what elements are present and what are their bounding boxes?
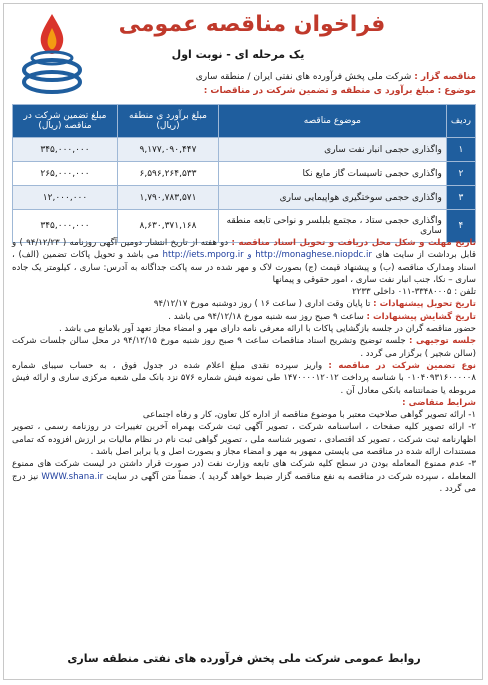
- opening-paragraph: [12, 311, 476, 323]
- guarantee-paragraph: [12, 360, 476, 397]
- row-estimate: ۹,۱۷۷,۰۹۰,۴۴۷: [118, 138, 219, 162]
- col-header-row-no: ردیف: [446, 105, 475, 138]
- row-guarantee: ۱۲,۰۰۰,۰۰۰: [13, 186, 118, 210]
- row-estimate: ۶,۵۹۶,۲۶۴,۵۳۳: [118, 162, 219, 186]
- tender-subject: [116, 84, 476, 98]
- page-subtitle: یک مرحله ای - نوبت اول: [171, 48, 305, 61]
- table-row: [13, 162, 476, 186]
- tender-organizer: [116, 70, 476, 84]
- documents-links[interactable]: http://monaghese.niopdc.ir و http://iets.mporg.ir: [162, 250, 372, 261]
- row-number: ۲: [446, 162, 475, 186]
- notice-body: [12, 237, 476, 495]
- table-header-row: [13, 105, 476, 138]
- condition-item-2: ۲- ارائه تصویر کلیه صفحات ، اساسنامه شرکت ، تصویر آگهی ثبت شرکت بهمراه آخرین تغییرات در روزنامه رسمی ، تصویر اظهارنامه ثبت شرکت ، تصویر کد اقتصادی ، تصویر شناسه ملی ، تصویر گواهی ثبت نام در نظام مالیات بر ارزش افزوده که تمامی مستندات ارائه شده در مناقصه می بایستی ممهور به مهر و امضاء مجاز و بصورت اصل و یا برابر اصل باشد .: [12, 422, 476, 458]
- tender-table: [12, 104, 476, 243]
- opening-text: ساعت ۹ صبح روز سه شنبه مورخ ۹۴/۱۲/۱۸ می باشد .: [168, 311, 364, 322]
- row-subject: واگذاری حجمی انبار نفت ساری: [219, 138, 447, 162]
- row-guarantee: ۳۴۵,۰۰۰,۰۰۰: [13, 210, 118, 243]
- row-subject: واگذاری حجمی تاسیسات گاز مایع نکا: [219, 162, 447, 186]
- col-header-subject: موضوع مناقصه: [219, 105, 447, 138]
- conditions-title: شرایط متقاضی :: [402, 397, 476, 408]
- guarantee-label: نوع تضمین شرکت در مناقصه :: [328, 360, 476, 371]
- condition-item-3: [12, 458, 476, 495]
- shana-link[interactable]: WWW.shana.ir: [41, 471, 104, 482]
- table-row: [13, 138, 476, 162]
- documents-text: دو هفته از تاریخ انتشار دومین آگهی روزنامه ( ۹۴/۱۲/۲۳ ) و قابل برداشت از سایت های: [12, 238, 477, 261]
- submission-text: تا پایان وقت اداری ( ساعت ۱۶ ) روز دوشنبه مورخ ۹۴/۱۲/۱۷: [153, 299, 371, 310]
- table-row: [13, 186, 476, 210]
- briefing-text: جلسه توضیح وتشریح اسناد مناقصات ساعت ۹ صبح روز شنبه مورخ ۹۴/۱۲/۱۵ در محل سالن جلسات شرکت (سالن شجیر ) برگزار می گردد .: [12, 336, 476, 359]
- row-number: ۴: [446, 210, 475, 243]
- col-header-guarantee: مبلغ تضمین شرکت در مناقصه (ریال): [13, 105, 118, 138]
- documents-label: تاریخ مهلت و شکل محل دریافت و تحویل اسناد مناقصه :: [231, 238, 477, 248]
- subject-label: موضوع :: [437, 86, 476, 96]
- nioc-flame-logo-icon: [16, 10, 88, 102]
- row-guarantee: ۲۶۵,۰۰۰,۰۰۰: [13, 162, 118, 186]
- submission-paragraph: [12, 298, 476, 310]
- row-subject: واگذاری حجمی ستاد ، مجتمع بلبلسر و نواحی تابعه منطقه ساری: [219, 210, 447, 243]
- row-number: ۳: [446, 186, 475, 210]
- row-subject: واگذاری حجمی سوختگیری هواپیمایی ساری: [219, 186, 447, 210]
- briefing-label: جلسه توجیهی :: [409, 336, 477, 347]
- page-title: فراخوان مناقصه عمومی: [118, 12, 386, 37]
- submission-label: تاریخ تحویل پیشنهادات :: [373, 299, 476, 310]
- organizer-label: مناقصه گزار :: [414, 72, 476, 82]
- condition-item-1: ۱- ارائه تصویر گواهی صلاحیت معتبر با موضوع مناقصه از اداره کل تعاون، کار و رفاه اجتماعی: [142, 410, 476, 421]
- documents-paragraph: [12, 237, 476, 286]
- phone-line: تلفن : ۳۳۴۸۰۰۰۵-۰۱۱ داخلی ۲۲۳۳: [352, 287, 476, 298]
- row-estimate: ۱,۷۹۰,۷۸۳,۵۷۱: [118, 186, 219, 210]
- col-header-estimate: مبلغ برآورد ی منطقه (ریال): [118, 105, 219, 138]
- subject-value: مبلغ برآورد ی منطقه و تضمین شرکت در مناقصات :: [203, 86, 435, 96]
- opening-attendance: حضور مناقصه گران در جلسه بازگشایی پاکات با ارائه معرفی نامه دارای مهر و امضاء مجاز تعهد آور بلامانع می باشد .: [58, 324, 476, 335]
- documents-text-2: می باشد و تحویل پاکات تضمین (الف) ، اسناد ومدارک مناقصه (ب) و پیشنهاد قیمت (ج) بصورت لاک و مهر شده در سه پاکت جداگانه به آدرس: ساری ، کیلومتر یک جاده ساری – نکا، جنب انبار نفت ساری ، امور حقوقی و پیمانها: [12, 250, 476, 285]
- row-guarantee: ۳۴۵,۰۰۰,۰۰۰: [13, 138, 118, 162]
- briefing-paragraph: [12, 335, 476, 360]
- opening-label: تاریخ گشایش پیشنهادات :: [366, 311, 476, 322]
- organizer-value: شرکت ملی پخش فرآورده های نفتی ایران / منطقه ساری: [195, 72, 412, 82]
- guarantee-text: واریز سپرده نقدی مبلغ اعلام شده در جدول فوق ، به حساب سیبای شماره ۰۱۰۴۰۹۳۱۶۰۰۰۰۰۸ با شناسه پرداخت ۱۴۷۰۰۰۰۱۲۰۱۲ طی نمونه فیش شماره ۵۷۶ نزد بانک ملی شعبه مرکزی ساری و ارائه فیش مربوطه یا ضمانتنامه بانکی معادل آن .: [12, 360, 476, 396]
- condition-3-text: ۳- عدم ممنوع المعامله بودن در سطح کلیه شرکت های تابعه وزارت نفت (در صورت قرار داشتن در لیست شرکت های ممنوع المعامله ، سپرده شرکت در مناقصه به نفع مناقصه گزار ضبط خواهد گردید ). ضمناً متن آگهی در سایت: [12, 459, 477, 482]
- public-relations-footer: روابط عمومی شرکت ملی پخش فرآورده های نفتی منطقه ساری: [67, 652, 421, 665]
- condition-3-tail: نیز درج می گردد .: [12, 471, 476, 494]
- row-estimate: ۸,۶۳۰,۳۷۱,۱۶۸: [118, 210, 219, 243]
- row-number: ۱: [446, 138, 475, 162]
